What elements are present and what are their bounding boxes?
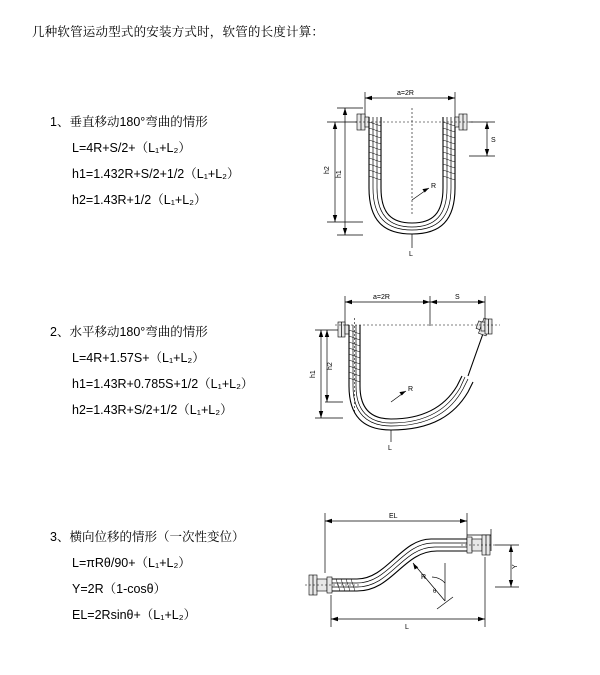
- svg-text:L: L: [388, 445, 392, 452]
- svg-text:R: R: [421, 574, 427, 581]
- section-3-formula-1: L=πRθ/90+（L₁+L₂）: [72, 556, 191, 570]
- section-1-formula-1: L=4R+S/2+（L₁+L₂）: [72, 141, 191, 155]
- section-3-heading: 3、横向位移的情形（一次性变位）: [50, 530, 245, 544]
- section-2-formula-3: h2=1.43R+S/2+1/2（L₁+L₂）: [72, 403, 233, 417]
- section-2-text: [50, 322, 310, 418]
- svg-text:R: R: [408, 386, 414, 393]
- svg-text:S: S: [491, 137, 496, 144]
- svg-text:h1: h1: [310, 370, 317, 378]
- svg-text:h1: h1: [336, 170, 343, 178]
- section-2-formula-2: h1=1.43R+0.785S+1/2（L₁+L₂）: [72, 377, 254, 391]
- svg-text:S: S: [455, 294, 460, 301]
- section-2-formula-1: L=4R+1.57S+（L₁+L₂）: [72, 351, 205, 365]
- section-3-formula-3: EL=2Rsinθ+（L₁+L₂）: [72, 608, 197, 622]
- svg-text:a=2R: a=2R: [397, 90, 414, 97]
- svg-text:Y: Y: [512, 564, 519, 569]
- vertical-180-bend-diagram: [305, 70, 535, 270]
- svg-text:θ: θ: [433, 589, 437, 595]
- page-title: 几种软管运动型式的安装方式时，软管的长度计算：: [32, 25, 325, 39]
- section-3-formula-2: Y=2R（1-cosθ）: [72, 582, 167, 596]
- section-1-text: [50, 112, 310, 208]
- svg-text:L: L: [405, 624, 409, 631]
- svg-text:h2: h2: [324, 166, 331, 174]
- svg-text:L: L: [409, 251, 413, 258]
- section-3-text: [50, 527, 310, 623]
- section-2-heading: 2、水平移动180°弯曲的情形: [50, 325, 208, 339]
- svg-text:EL: EL: [389, 513, 398, 520]
- svg-text:R: R: [431, 183, 437, 190]
- svg-text:a=2R: a=2R: [373, 294, 390, 301]
- lateral-displacement-diagram: [295, 505, 545, 645]
- svg-text:h2: h2: [327, 362, 334, 370]
- section-1-formula-2: h1=1.432R+S/2+1/2（L₁+L₂）: [72, 167, 240, 181]
- section-1-heading: 1、垂直移动180°弯曲的情形: [50, 115, 208, 129]
- section-1-formula-3: h2=1.43R+1/2（L₁+L₂）: [72, 193, 207, 207]
- horizontal-180-bend-diagram: [305, 290, 535, 470]
